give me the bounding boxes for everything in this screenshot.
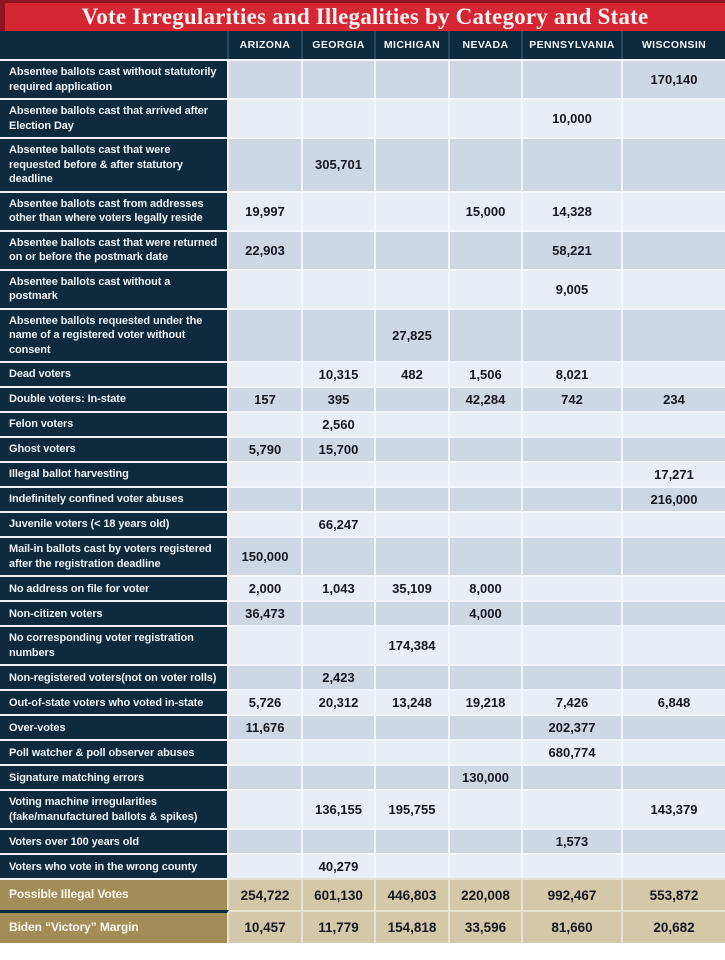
category-cell: Double voters: In-state: [0, 386, 229, 411]
value-cell: [450, 625, 523, 664]
value-cell: 11,676: [229, 714, 303, 739]
category-cell: Biden “Victory” Margin: [0, 910, 229, 943]
value-cell: [229, 789, 303, 828]
value-cell: [523, 664, 623, 689]
value-cell: 220,008: [450, 878, 523, 910]
vote-irregularities-table: [0, 31, 725, 943]
value-cell: [229, 461, 303, 486]
value-cell: 19,997: [229, 191, 303, 230]
category-cell: Non-citizen voters: [0, 600, 229, 625]
value-cell: [523, 625, 623, 664]
table-row: [0, 436, 725, 461]
table-row: [0, 789, 725, 828]
value-cell: [303, 714, 376, 739]
value-cell: 11,779: [303, 910, 376, 943]
value-cell: [376, 386, 450, 411]
value-cell: [450, 739, 523, 764]
value-cell: [623, 436, 725, 461]
value-cell: [376, 436, 450, 461]
table-row: [0, 98, 725, 137]
value-cell: 2,560: [303, 411, 376, 436]
value-cell: [623, 361, 725, 386]
value-cell: [303, 191, 376, 230]
value-cell: 35,109: [376, 575, 450, 600]
value-cell: [623, 511, 725, 536]
value-cell: 446,803: [376, 878, 450, 910]
category-cell: Juvenile voters (< 18 years old): [0, 511, 229, 536]
value-cell: [376, 600, 450, 625]
value-cell: 36,473: [229, 600, 303, 625]
value-cell: [523, 853, 623, 878]
page-title: Vote Irregularities and Illegalities by Category and State: [81, 4, 649, 29]
value-cell: [376, 764, 450, 789]
value-cell: 202,377: [523, 714, 623, 739]
value-cell: 8,000: [450, 575, 523, 600]
value-cell: 5,726: [229, 689, 303, 714]
category-cell: Voting machine irregularities (fake/manufactured ballots & spikes): [0, 789, 229, 828]
value-cell: [303, 828, 376, 853]
value-cell: [229, 739, 303, 764]
value-cell: 2,423: [303, 664, 376, 689]
value-cell: [376, 461, 450, 486]
value-cell: [229, 59, 303, 98]
value-cell: [229, 664, 303, 689]
value-cell: 130,000: [450, 764, 523, 789]
table-row: [0, 411, 725, 436]
value-cell: 13,248: [376, 689, 450, 714]
value-cell: 15,000: [450, 191, 523, 230]
value-cell: [523, 308, 623, 362]
value-cell: 10,315: [303, 361, 376, 386]
value-cell: [523, 486, 623, 511]
value-cell: [229, 764, 303, 789]
table-row: [0, 878, 725, 910]
value-cell: [450, 137, 523, 191]
value-cell: [623, 411, 725, 436]
value-cell: [229, 308, 303, 362]
value-cell: 157: [229, 386, 303, 411]
value-cell: [376, 511, 450, 536]
value-cell: 992,467: [523, 878, 623, 910]
value-cell: [450, 98, 523, 137]
value-cell: [450, 511, 523, 536]
table-row: [0, 828, 725, 853]
category-cell: Voters over 100 years old: [0, 828, 229, 853]
value-cell: 66,247: [303, 511, 376, 536]
value-cell: [376, 230, 450, 269]
value-cell: [623, 764, 725, 789]
value-cell: 154,818: [376, 910, 450, 943]
value-cell: 170,140: [623, 59, 725, 98]
value-cell: [229, 98, 303, 137]
category-cell: Poll watcher & poll observer abuses: [0, 739, 229, 764]
table-row: [0, 575, 725, 600]
value-cell: 19,218: [450, 689, 523, 714]
value-cell: [523, 59, 623, 98]
value-cell: 8,021: [523, 361, 623, 386]
value-cell: [229, 137, 303, 191]
value-cell: [303, 764, 376, 789]
value-cell: 553,872: [623, 878, 725, 910]
category-cell: Possible Illegal Votes: [0, 878, 229, 910]
value-cell: [450, 269, 523, 308]
value-cell: [229, 269, 303, 308]
value-cell: 2,000: [229, 575, 303, 600]
value-cell: [303, 739, 376, 764]
value-cell: [450, 828, 523, 853]
value-cell: [376, 191, 450, 230]
value-cell: 10,000: [523, 98, 623, 137]
value-cell: [229, 486, 303, 511]
value-cell: [229, 511, 303, 536]
value-cell: [303, 230, 376, 269]
value-cell: [450, 664, 523, 689]
value-cell: 4,000: [450, 600, 523, 625]
value-cell: [229, 411, 303, 436]
value-cell: [523, 436, 623, 461]
value-cell: [303, 98, 376, 137]
table-row: [0, 625, 725, 664]
value-cell: 40,279: [303, 853, 376, 878]
value-cell: [303, 625, 376, 664]
column-header-wisconsin: WISCONSIN: [623, 31, 725, 59]
value-cell: [376, 269, 450, 308]
value-cell: [376, 98, 450, 137]
category-cell: Absentee ballots requested under the name of a registered voter without consent: [0, 308, 229, 362]
value-cell: 136,155: [303, 789, 376, 828]
value-cell: [450, 714, 523, 739]
column-header-arizona: ARIZONA: [229, 31, 303, 59]
value-cell: [376, 664, 450, 689]
value-cell: [450, 461, 523, 486]
category-cell: Absentee ballots cast from addresses other than where voters legally reside: [0, 191, 229, 230]
value-cell: [229, 625, 303, 664]
table-row: [0, 137, 725, 191]
value-cell: [376, 486, 450, 511]
value-cell: [623, 308, 725, 362]
category-cell: No address on file for voter: [0, 575, 229, 600]
value-cell: [523, 575, 623, 600]
value-cell: [623, 828, 725, 853]
value-cell: 174,384: [376, 625, 450, 664]
value-cell: [450, 789, 523, 828]
category-cell: Dead voters: [0, 361, 229, 386]
value-cell: 216,000: [623, 486, 725, 511]
table-row: [0, 191, 725, 230]
value-cell: 9,005: [523, 269, 623, 308]
value-cell: 33,596: [450, 910, 523, 943]
value-cell: [623, 853, 725, 878]
value-cell: 254,722: [229, 878, 303, 910]
value-cell: [229, 853, 303, 878]
value-cell: 20,682: [623, 910, 725, 943]
value-cell: 58,221: [523, 230, 623, 269]
value-cell: [450, 436, 523, 461]
table-row: [0, 853, 725, 878]
value-cell: [623, 739, 725, 764]
value-cell: [623, 714, 725, 739]
value-cell: [623, 230, 725, 269]
category-cell: Absentee ballots cast without a postmark: [0, 269, 229, 308]
value-cell: [623, 191, 725, 230]
header-row: [0, 31, 725, 59]
value-cell: 22,903: [229, 230, 303, 269]
category-cell: Voters who vote in the wrong county: [0, 853, 229, 878]
table-row: [0, 714, 725, 739]
table-row: [0, 511, 725, 536]
value-cell: [523, 764, 623, 789]
table-body: [0, 59, 725, 943]
value-cell: [623, 536, 725, 575]
column-header-michigan: MICHIGAN: [376, 31, 450, 59]
value-cell: [523, 789, 623, 828]
value-cell: [523, 511, 623, 536]
value-cell: [450, 536, 523, 575]
value-cell: 482: [376, 361, 450, 386]
table-row: [0, 739, 725, 764]
value-cell: [376, 828, 450, 853]
corner-cell: [0, 31, 229, 59]
category-cell: Illegal ballot harvesting: [0, 461, 229, 486]
value-cell: [303, 461, 376, 486]
value-cell: 601,130: [303, 878, 376, 910]
column-header-nevada: NEVADA: [450, 31, 523, 59]
value-cell: [450, 59, 523, 98]
table-row: [0, 664, 725, 689]
title-bar: [0, 0, 725, 31]
category-cell: Absentee ballots cast that were returned on or before the postmark date: [0, 230, 229, 269]
value-cell: [523, 600, 623, 625]
value-cell: [376, 411, 450, 436]
value-cell: [376, 536, 450, 575]
value-cell: 20,312: [303, 689, 376, 714]
value-cell: 17,271: [623, 461, 725, 486]
category-cell: Indefinitely confined voter abuses: [0, 486, 229, 511]
value-cell: [523, 411, 623, 436]
value-cell: [376, 59, 450, 98]
value-cell: 150,000: [229, 536, 303, 575]
column-header-pennsylvania: PENNSYLVANIA: [523, 31, 623, 59]
value-cell: [229, 828, 303, 853]
value-cell: [623, 98, 725, 137]
value-cell: 1,043: [303, 575, 376, 600]
category-cell: Felon voters: [0, 411, 229, 436]
table-row: [0, 689, 725, 714]
value-cell: 1,506: [450, 361, 523, 386]
value-cell: [623, 137, 725, 191]
value-cell: [376, 739, 450, 764]
category-cell: Ghost voters: [0, 436, 229, 461]
value-cell: [376, 714, 450, 739]
value-cell: [376, 137, 450, 191]
category-cell: Absentee ballots cast that were requested before & after statutory deadline: [0, 137, 229, 191]
value-cell: [523, 536, 623, 575]
value-cell: [450, 853, 523, 878]
value-cell: [303, 486, 376, 511]
value-cell: [450, 308, 523, 362]
category-cell: Out-of-state voters who voted in-state: [0, 689, 229, 714]
value-cell: [623, 664, 725, 689]
value-cell: [623, 575, 725, 600]
value-cell: 27,825: [376, 308, 450, 362]
value-cell: 195,755: [376, 789, 450, 828]
value-cell: [303, 600, 376, 625]
value-cell: 81,660: [523, 910, 623, 943]
table-row: [0, 361, 725, 386]
value-cell: 42,284: [450, 386, 523, 411]
table-row: [0, 386, 725, 411]
value-cell: 742: [523, 386, 623, 411]
value-cell: [376, 853, 450, 878]
category-cell: No corresponding voter registration numbers: [0, 625, 229, 664]
value-cell: 6,848: [623, 689, 725, 714]
table-row: [0, 59, 725, 98]
category-cell: Over-votes: [0, 714, 229, 739]
value-cell: 10,457: [229, 910, 303, 943]
value-cell: [303, 269, 376, 308]
table-row: [0, 600, 725, 625]
category-cell: Absentee ballots cast without statutorily required application: [0, 59, 229, 98]
value-cell: [623, 269, 725, 308]
table-row: [0, 764, 725, 789]
column-header-georgia: GEORGIA: [303, 31, 376, 59]
table-row: [0, 536, 725, 575]
value-cell: 395: [303, 386, 376, 411]
value-cell: 305,701: [303, 137, 376, 191]
table-row: [0, 230, 725, 269]
value-cell: 15,700: [303, 436, 376, 461]
value-cell: [303, 59, 376, 98]
value-cell: 14,328: [523, 191, 623, 230]
value-cell: [523, 137, 623, 191]
value-cell: [450, 411, 523, 436]
value-cell: 7,426: [523, 689, 623, 714]
value-cell: 5,790: [229, 436, 303, 461]
value-cell: 234: [623, 386, 725, 411]
table-row: [0, 269, 725, 308]
category-cell: Absentee ballots cast that arrived after Election Day: [0, 98, 229, 137]
value-cell: [229, 361, 303, 386]
category-cell: Mail-in ballots cast by voters registered after the registration deadline: [0, 536, 229, 575]
value-cell: [623, 625, 725, 664]
value-cell: 143,379: [623, 789, 725, 828]
value-cell: [623, 600, 725, 625]
table-row: [0, 308, 725, 362]
table-row: [0, 910, 725, 943]
value-cell: [303, 308, 376, 362]
table-row: [0, 486, 725, 511]
value-cell: [450, 486, 523, 511]
value-cell: [303, 536, 376, 575]
value-cell: 680,774: [523, 739, 623, 764]
value-cell: 1,573: [523, 828, 623, 853]
value-cell: [450, 230, 523, 269]
value-cell: [523, 461, 623, 486]
category-cell: Signature matching errors: [0, 764, 229, 789]
table-row: [0, 461, 725, 486]
category-cell: Non-registered voters(not on voter rolls): [0, 664, 229, 689]
